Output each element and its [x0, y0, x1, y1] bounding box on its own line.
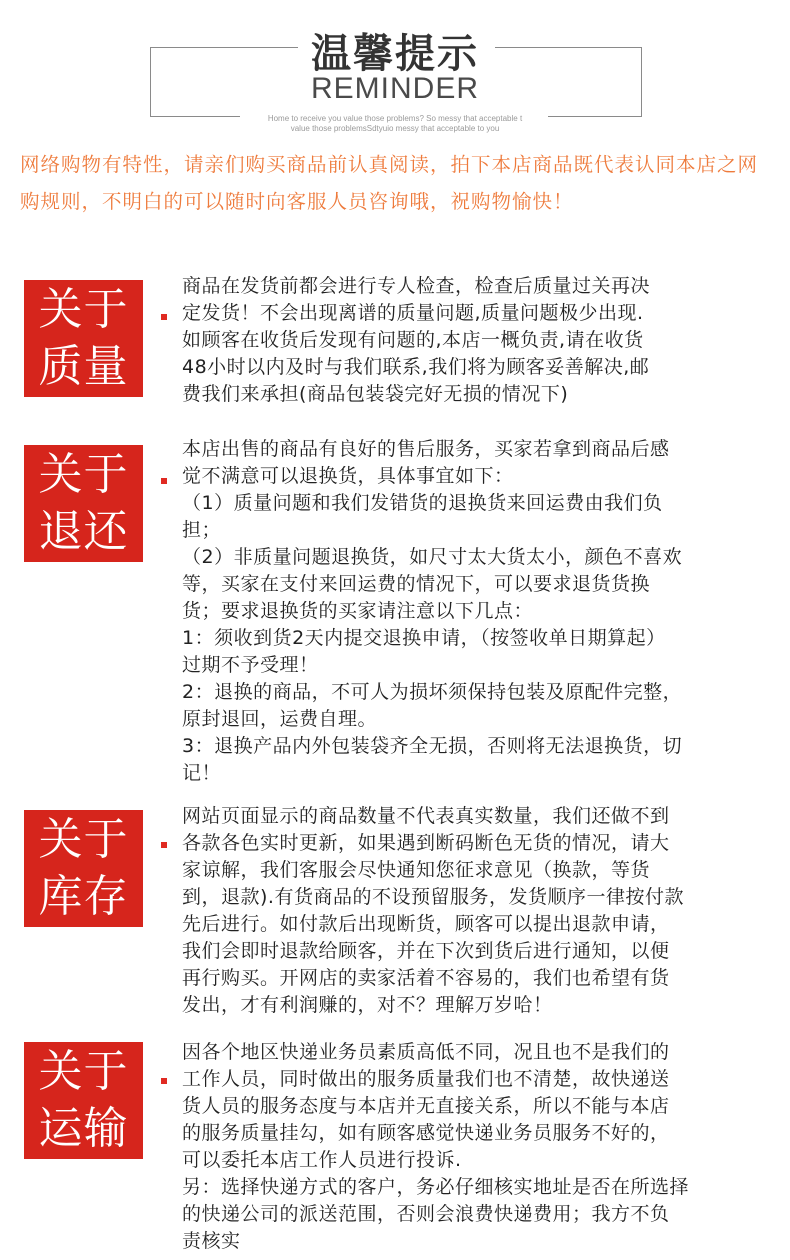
badge-line-1: 关于	[38, 284, 129, 335]
section-text: 本店出售的商品有良好的售后服务，买家若拿到商品后感 觉不满意可以退换货，具体事宜如下： （1）质量问题和我们发错货的退换货来回运费由我们负 担； （2）非质量问题退换货，如尺寸太大货太小，颜色不喜欢 等，买家在支付来回运费的情况下，可以要求退货货换 货；要求退换货的买家请注意以下几点： 1：须收到货2天内提交退换申请，（按签收单日期算起） 过期不予受理！ 2：退换的商品，不可人为损坏须保持包装及原配件完整， 原封退回，运费自理。 3：退换产品内外包装袋齐全无损，否则将无法退换货，切 记！	[182, 438, 683, 784]
section-text: 网站页面显示的商品数量不代表真实数量，我们还做不到 各款各色实时更新，如果遇到断码断色无货的情况，请大 家谅解，我们客服会尽快通知您征求意见（换款，等货 到，退款).有货商品的不设预留服务，发货顺序一律按付款 先后进行。如付款后出现断货，顾客可以提出退款申请， 我们会即时退款给顾客，并在下次到货后进行通知，以便 再行购买。开网店的卖家活着不容易的，我们也希望有货 发出，才有利润赚的，对不？理解万岁哈！	[182, 805, 684, 1016]
bullet-icon	[161, 314, 167, 320]
caption-line-2: value those problemsSdtyuio messy that acceptable to you	[290, 124, 500, 133]
badge-line-1: 关于	[38, 814, 129, 865]
page-subtitle: REMINDER	[310, 72, 479, 105]
badge-line-2: 质量	[38, 341, 129, 392]
section-badge	[24, 445, 143, 562]
bullet-icon	[161, 842, 167, 848]
badge-line-2: 退还	[38, 506, 129, 557]
bullet-icon	[161, 478, 167, 484]
section-text: 因各个地区快递业务员素质高低不同，况且也不是我们的 工作人员，同时做出的服务质量我们也不清楚，故快递送 货人员的服务态度与本店并无直接关系，所以不能与本店 的服务质量挂勾，如有顾客感觉快递业务员服务不好的， 可以委托本店工作人员进行投诉. 另：选择快递方式的客户，务必仔细核实地址是否在所选择 的快递公司的派送范围，否则会浪费快递费用；我方不负 责核实	[182, 1041, 690, 1252]
intro-paragraph: 网络购物有特性，请亲们购买商品前认真阅读，拍下本店商品既代表认同本店之网购规则，不明白的可以随时向客服人员咨询哦，祝购物愉快！	[20, 153, 759, 213]
page-title: 温馨提示	[311, 31, 479, 77]
badge-line-1: 关于	[38, 449, 129, 500]
bullet-icon	[161, 1078, 167, 1084]
section-text: 商品在发货前都会进行专人检查，检查后质量过关再决 定发货！不会出现离谱的质量问题,质量问题极少出现. 如顾客在收货后发现有问题的,本店一概负责,请在收货 48小时以内及时与我们联系,我们将为顾客妥善解决,邮 费我们来承担(商品包装袋完好无损的情况下)	[182, 275, 651, 405]
header-frame-line	[150, 116, 240, 117]
section-badge	[24, 280, 143, 397]
section-badge	[24, 810, 143, 927]
decorative-caption	[240, 114, 550, 134]
caption-line-1: Home to receive you value those problems? So messy that acceptable t	[267, 114, 523, 123]
badge-line-1: 关于	[38, 1046, 129, 1097]
header-frame-line	[548, 116, 642, 117]
badge-line-2: 运输	[38, 1103, 129, 1154]
badge-line-2: 库存	[38, 871, 129, 922]
section-badge	[24, 1042, 143, 1159]
